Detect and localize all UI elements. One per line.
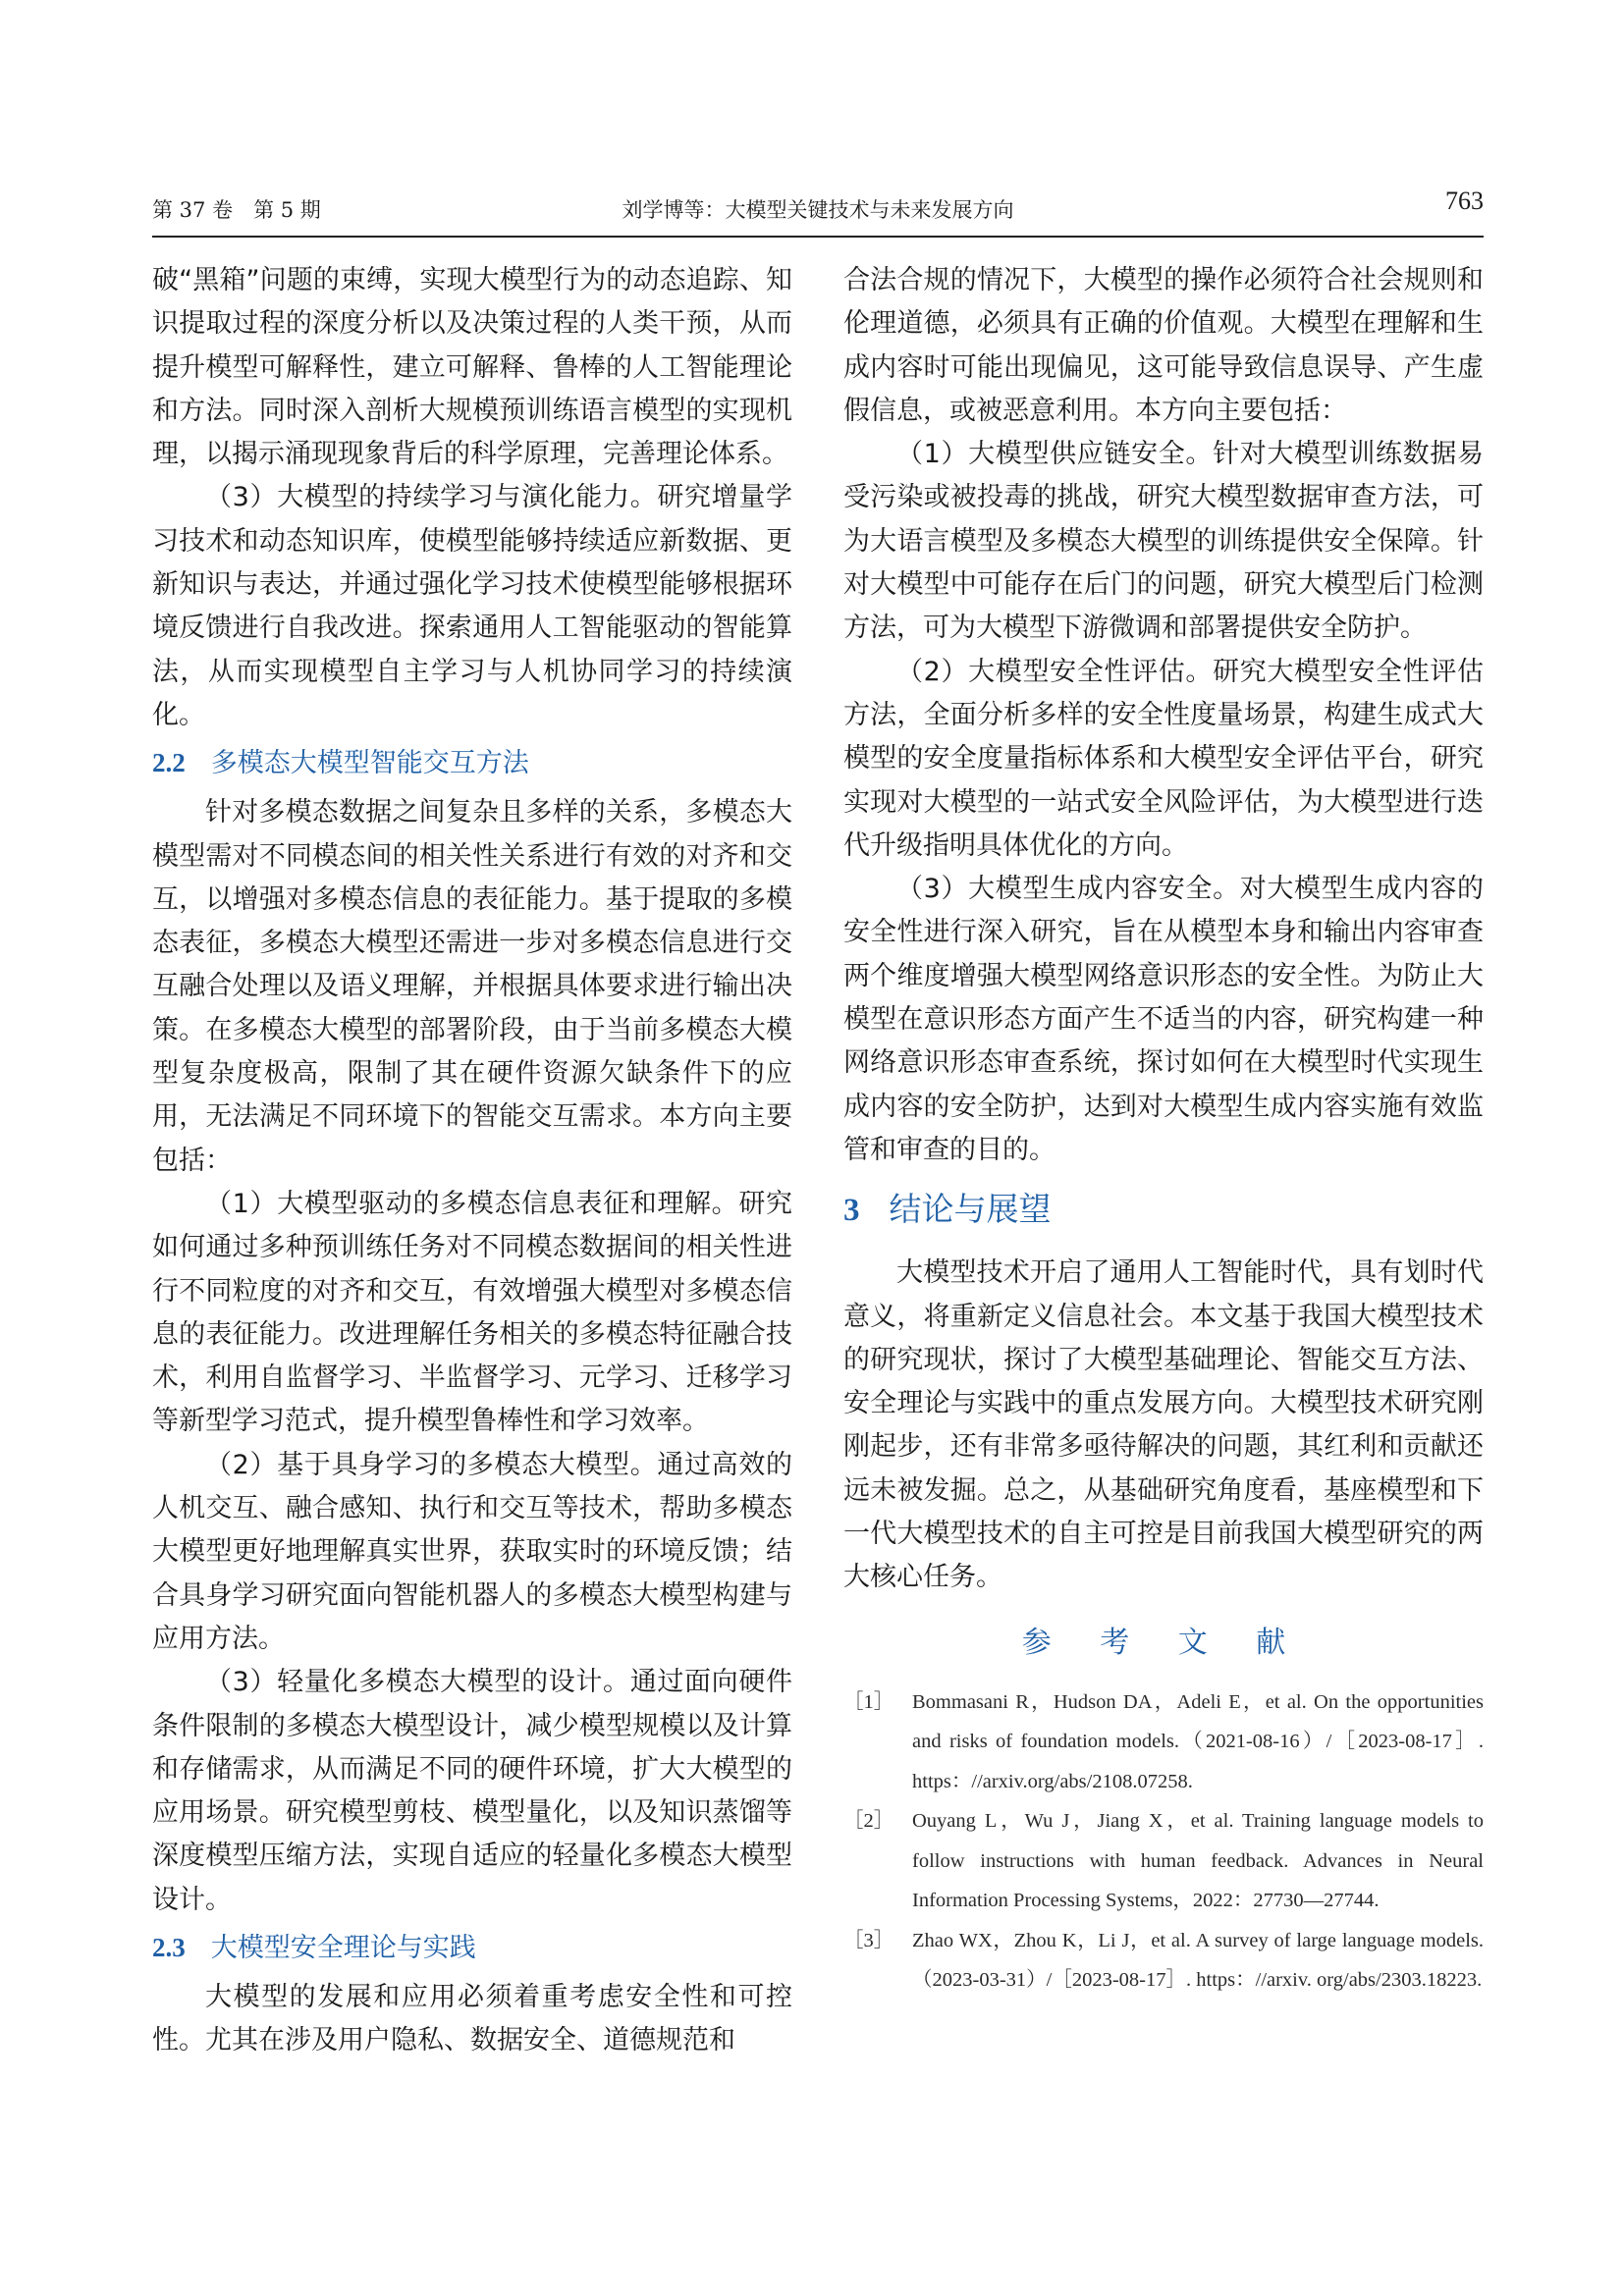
reference-item <box>843 1682 1484 1802</box>
paragraph-2-3-intro: 大模型的发展和应用必须着重考虑安全性和可控性。尤其在涉及用户隐私、数据安全、道德规范和 <box>152 1981 792 2056</box>
paragraph-2-2-item-3: （3）轻量化多模态大模型的设计。通过面向硬件条件限制的多模态大模型设计，减少模型规模以及计算和存储需求，从而满足不同的硬件环境，扩大大模型的应用场景。研究模型剪枝、模型量化，以及知识蒸馏等深度模型压缩方法，实现自适应的轻量化多模态大模型设计。 <box>152 1667 792 1915</box>
section-title: 结论与展望 <box>889 1190 1052 1229</box>
header-rule <box>152 236 1484 238</box>
section-heading-2-2 <box>152 743 792 783</box>
section-title: 多模态大模型智能交互方法 <box>210 748 529 779</box>
reference-item <box>843 1921 1484 2001</box>
paragraph-item-3: （3）大模型的持续学习与演化能力。研究增量学习技术和动态知识库，使模型能够持续适应新数据、更新知识与表达，并通过强化学习技术使模型能够根据环境反馈进行自我改进。探索通用人工智能驱动的智能算法，从而实现模型自主学习与人机协同学习的持续演化。 <box>152 482 792 730</box>
left-column <box>152 259 792 2063</box>
paragraph-2-2-item-1: （1）大模型驱动的多模态信息表征和理解。研究如何通过多种预训练任务对不同模态数据间的相关性进行不同粒度的对齐和交互，有效增强大模型对多模态信息的表征能力。改进理解任务相关的多模态特征融合技术，利用自监督学习、半监督学习、元学习、迁移学习等新型学习范式，提升模型鲁棒性和学习效率。 <box>152 1188 792 1437</box>
section-number: 3 <box>843 1193 860 1229</box>
section-heading-3 <box>843 1182 1484 1238</box>
running-header <box>152 187 1484 232</box>
paragraph-continued: 破“黑箱”问题的束缚，实现大模型行为的动态追踪、知识提取过程的深度分析以及决策过程的人类干预，从而提升模型可解释性，建立可解释、鲁棒的人工智能理论和方法。同时深入剖析大规模预训练语言模型的实现机理，以揭示涌现现象背后的科学原理，完善理论体系。 <box>152 265 792 470</box>
reference-text: Ouyang L，Wu J，Jiang X，et al. Training language models to follow instructions with human feedback. Advances in Neural Information Processing Systems，2022：27730—27744. <box>912 1810 1484 1912</box>
paragraph-conclusion: 大模型技术开启了通用人工智能时代，具有划时代意义，将重新定义信息社会。本文基于我国大模型技术的研究现状，探讨了大模型基础理论、智能交互方法、安全理论与实践中的重点发展方向。大模型技术研究刚刚起步，还有非常多亟待解决的问题，其红利和贡献还远未被发掘。总之，从基础研究角度看，基座模型和下一代大模型技术的自主可控是目前我国大模型研究的两大核心任务。 <box>843 1257 1484 1593</box>
running-title: 刘学博等：大模型关键技术与未来发展方向 <box>622 198 1014 222</box>
reference-number: ［2］ <box>843 1810 894 1833</box>
journal-issue: 第 37 卷 第 5 期 <box>152 198 321 222</box>
paragraph-item-2: （2）大模型安全性评估。研究大模型安全性评估方法，全面分析多样的安全性度量场景，构建生成式大模型的安全度量指标体系和大模型安全评估平台，研究实现对大模型的一站式安全风险评估，为大模型进行迭代升级指明具体优化的方向。 <box>843 656 1484 861</box>
paragraph-continued: 合法合规的情况下，大模型的操作必须符合社会规则和伦理道德，必须具有正确的价值观。大模型在理解和生成内容时可能出现偏见，这可能导致信息误导、产生虚假信息，或被恶意利用。本方向主要包括： <box>843 265 1484 426</box>
paragraph-2-2-intro: 针对多模态数据之间复杂且多样的关系，多模态大模型需对不同模态间的相关性关系进行有效的对齐和交互，以增强对多模态信息的表征能力。基于提取的多模态表征，多模态大模型还需进一步对多模态信息进行交互融合处理以及语义理解，并根据具体要求进行输出决策。在多模态大模型的部署阶段，由于当前多模态大模型复杂度极高，限制了其在硬件资源欠缺条件下的应用，无法满足不同环境下的智能交互需求。本方向主要包括： <box>152 797 792 1176</box>
section-heading-2-3 <box>152 1928 792 1968</box>
right-column <box>843 259 1484 2001</box>
page-number: 763 <box>1445 187 1484 215</box>
reference-number: ［1］ <box>843 1690 894 1713</box>
section-number: 2.3 <box>152 1932 186 1962</box>
section-title: 大模型安全理论与实践 <box>210 1932 476 1963</box>
reference-item <box>843 1801 1484 1921</box>
paragraph-item-3: （3）大模型生成内容安全。对大模型生成内容的安全性进行深入研究，旨在从模型本身和输出内容审查两个维度增强大模型网络意识形态的安全性。为防止大模型在意识形态方面产生不适当的内容，研究构建一种网络意识形态审查系统，探讨如何在大模型时代实现生成内容的安全防护，达到对大模型生成内容实施有效监管和审查的目的。 <box>843 874 1484 1165</box>
references-heading: 参 考 文 献 <box>1021 1625 1306 1660</box>
reference-text: Zhao WX，Zhou K，Li J，et al. A survey of large language models. （2023-03-31）/［2023-08-17］. https：//arxiv. org/abs/2303.18223. <box>912 1929 1484 1992</box>
reference-list <box>843 1682 1484 2001</box>
reference-text: Bommasani R，Hudson DA，Adeli E，et al. On the opportunities and risks of foundation models.（2021-08-16）/［2023-08-17］. https：//arxiv.org/abs/2108.07258. <box>912 1690 1484 1792</box>
paragraph-2-2-item-2: （2）基于具身学习的多模态大模型。通过高效的人机交互、融合感知、执行和交互等技术，帮助多模态大模型更好地理解真实世界，获取实时的环境反馈；结合具身学习研究面向智能机器人的多模态大模型构建与应用方法。 <box>152 1449 792 1654</box>
section-number: 2.2 <box>152 748 186 778</box>
reference-number: ［3］ <box>843 1929 894 1951</box>
paragraph-item-1: （1）大模型供应链安全。针对大模型训练数据易受污染或被投毒的挑战，研究大模型数据审查方法，可为大语言模型及多模态大模型的训练提供安全保障。针对大模型中可能存在后门的问题，研究大模型后门检测方法，可为大模型下游微调和部署提供安全防护。 <box>843 439 1484 644</box>
